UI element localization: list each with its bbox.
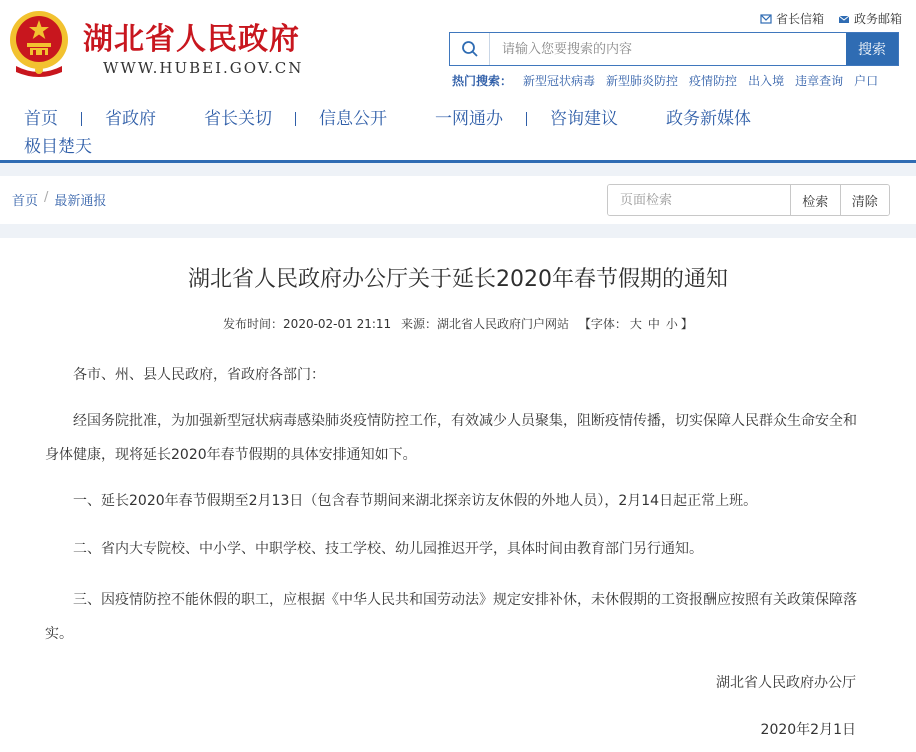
gov-email-label: 政务邮箱 [853, 12, 902, 26]
publish-time: 发布时间：2020-02-01 21:11 [223, 317, 392, 331]
nav-item-info-disclosure[interactable]: 信息公开 [319, 109, 387, 129]
nav-divider [295, 112, 296, 126]
nav-item-consultation[interactable]: 咨询建议 [550, 109, 618, 129]
mailbox-icon [760, 13, 772, 25]
font-size-large[interactable]: 大 [629, 317, 642, 331]
nav-item-one-stop-service[interactable]: 一网通办 [435, 109, 503, 129]
article-source: 来源：湖北省人民政府门户网站 [401, 317, 570, 331]
top-links [760, 10, 902, 27]
site-header [0, 0, 916, 163]
site-search [449, 32, 899, 66]
hot-search-item[interactable]: 疫情防控 [689, 74, 738, 88]
hot-search-item[interactable]: 新型肺炎防控 [606, 74, 679, 88]
nav-item-provincial-government[interactable]: 省政府 [105, 109, 156, 129]
email-icon [838, 13, 850, 25]
nav-item-home[interactable]: 首页 [24, 109, 58, 129]
search-icon [450, 33, 490, 65]
search-input[interactable] [490, 33, 846, 65]
breadcrumb [12, 190, 106, 209]
article-title: 湖北省人民政府办公厅关于延长2020年春节假期的通知 [188, 267, 728, 292]
article-paragraph: 二、省内大专院校、中小学、中职学校、技工学校、幼儿园推迟开学，具体时间由教育部门另行通知。 [73, 541, 703, 557]
site-title[interactable]: 湖北省人民政府 [83, 22, 300, 57]
site-domain: WWW.HUBEI.GOV.CN [103, 59, 304, 77]
hot-search-label: 热门搜索： [452, 74, 513, 88]
hot-searches [452, 72, 878, 89]
hot-search-item[interactable]: 户口 [854, 74, 879, 88]
page-search [607, 184, 890, 216]
hot-search-item[interactable]: 新型冠状病毒 [523, 74, 596, 88]
article-content [0, 238, 916, 752]
breadcrumb-current[interactable]: 最新通报 [54, 194, 107, 209]
font-size-control [579, 317, 693, 331]
nav-divider [81, 112, 82, 126]
font-size-small[interactable]: 小 [665, 317, 678, 331]
page-search-button[interactable]: 检索 [790, 185, 840, 215]
font-size-medium[interactable]: 中 [647, 317, 660, 331]
governor-mailbox-link[interactable] [760, 10, 824, 27]
article-paragraph: 三、因疫情防控不能休假的职工，应根据《中华人民共和国劳动法》规定安排补休，未休假期的工资报酬应按照有关政策保障落实。 [45, 592, 857, 642]
article-signature: 湖北省人民政府办公厅 [716, 675, 856, 691]
nav-item-new-media[interactable]: 政务新媒体 [666, 109, 751, 129]
breadcrumb-home[interactable]: 首页 [12, 194, 39, 209]
breadcrumb-separator: / [44, 190, 49, 205]
breadcrumb-bar [0, 176, 916, 224]
page-search-clear-button[interactable]: 清除 [840, 185, 890, 215]
gov-email-link[interactable] [838, 10, 902, 27]
article-meta [0, 315, 916, 332]
nav-item-jimu-chutian[interactable]: 极目楚天 [24, 137, 92, 157]
article-paragraph: 经国务院批准，为加强新型冠状病毒感染肺炎疫情防控工作，有效减少人员聚集，阻断疫情传播，切实保障人民群众生命安全和身体健康，现将延长2020年春节假期的具体安排通知如下。 [45, 413, 857, 463]
hot-search-item[interactable]: 出入境 [748, 74, 785, 88]
page-search-input[interactable] [608, 185, 790, 215]
article-salutation: 各市、州、县人民政府，省政府各部门： [73, 367, 325, 383]
nav-divider [526, 112, 527, 126]
article-date: 2020年2月1日 [760, 722, 856, 738]
search-button[interactable]: 搜索 [846, 33, 898, 65]
article-paragraph: 一、延长2020年春节假期至2月13日（包含春节期间来湖北探亲访友休假的外地人员），2月14日起正常上班。 [73, 493, 758, 509]
governor-mailbox-label: 省长信箱 [775, 12, 824, 26]
main-nav [24, 107, 904, 159]
nav-item-governor-concerns[interactable]: 省长关切 [204, 109, 272, 129]
font-size-label: 【字体： [578, 317, 627, 331]
hot-search-item[interactable]: 违章查询 [795, 74, 844, 88]
font-size-close: 】 [680, 317, 693, 331]
national-emblem-icon [8, 8, 70, 80]
